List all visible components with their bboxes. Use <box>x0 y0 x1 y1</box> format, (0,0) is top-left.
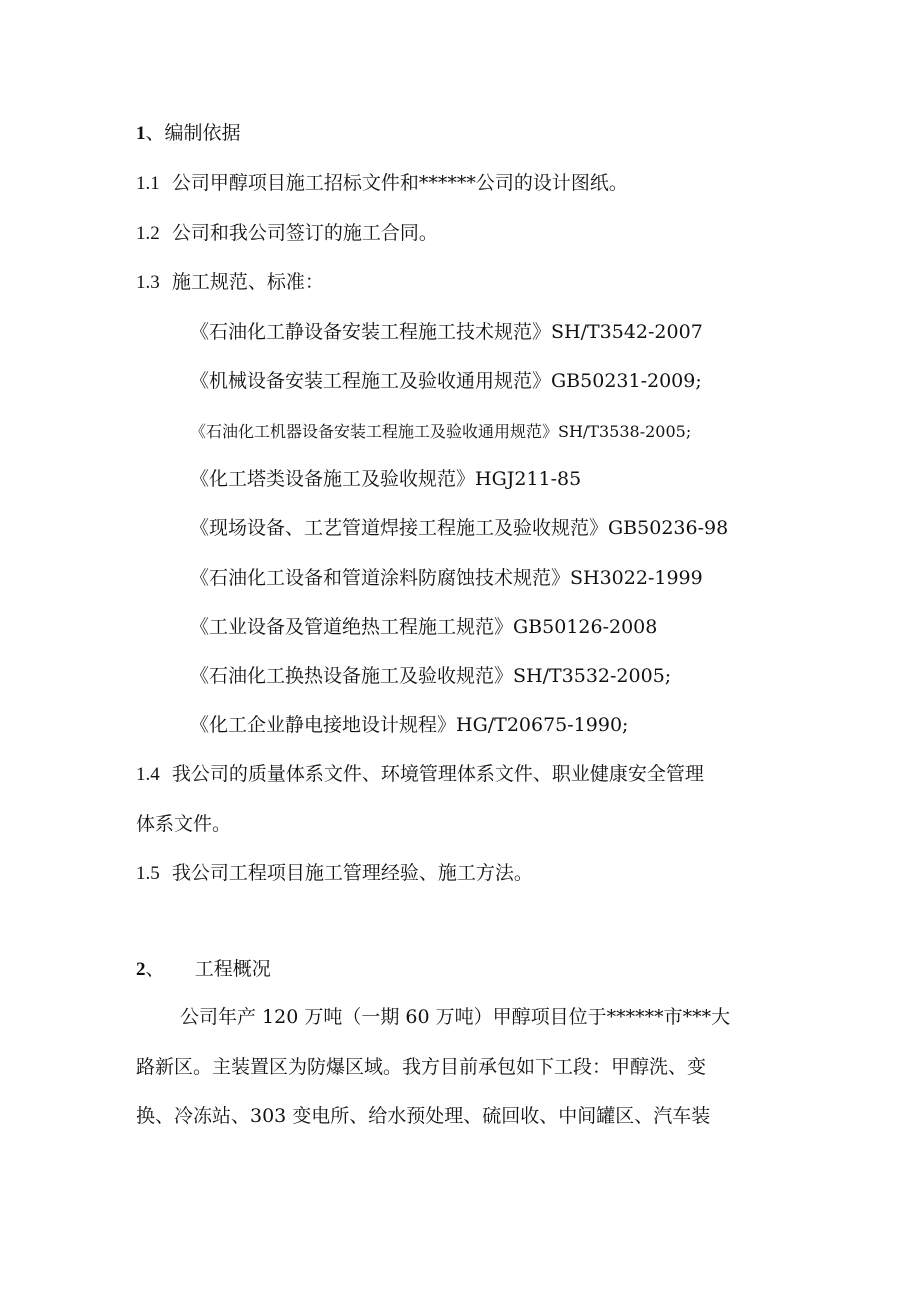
item-1-3-number: 1.3 <box>136 272 160 293</box>
item-1-5 <box>136 861 533 886</box>
standard-item: 《现场设备、工艺管道焊接工程施工及验收规范》GB50236-98 <box>190 517 729 539</box>
section-1-title: 、编制依据 <box>145 122 241 144</box>
standard-item: 《石油化工机器设备安装工程施工及验收通用规范》SH/T3538-2005; <box>190 422 692 441</box>
standard-item: 《工业设备及管道绝热工程施工规范》GB50126-2008 <box>190 616 658 638</box>
item-1-2-text: 公司和我公司签订的施工合同。 <box>171 222 438 244</box>
item-1-5-text: 我公司工程项目施工管理经验、施工方法。 <box>171 862 533 884</box>
section-2-number: 2 <box>136 959 146 980</box>
item-1-5-number: 1.5 <box>136 863 160 884</box>
standard-item: 《石油化工静设备安装工程施工技术规范》SH/T3542-2007 <box>190 321 703 343</box>
item-1-1-number: 1.1 <box>136 173 160 194</box>
paragraph-line: 换、冷冻站、303 变电所、给水预处理、硫回收、中间罐区、汽车装 <box>136 1105 711 1127</box>
paragraph-line: 公司年产 120 万吨（一期 60 万吨）甲醇项目位于******市***大 <box>180 1006 731 1028</box>
item-1-4-number: 1.4 <box>136 764 160 785</box>
item-1-1-text: 公司甲醇项目施工招标文件和******公司的设计图纸。 <box>171 172 628 194</box>
standard-item: 《化工塔类设备施工及验收规范》HGJ211-85 <box>190 468 582 490</box>
item-1-3-text: 施工规范、标准： <box>171 271 324 293</box>
section-1-number: 1 <box>136 123 146 144</box>
item-1-2-number: 1.2 <box>136 223 160 244</box>
item-1-4 <box>136 762 704 787</box>
item-1-4-text: 我公司的质量体系文件、环境管理体系文件、职业健康安全管理 <box>171 763 704 785</box>
item-1-2 <box>136 221 438 246</box>
standard-item: 《化工企业静电接地设计规程》HG/T20675-1990; <box>190 714 629 736</box>
section-1-heading <box>136 121 241 146</box>
item-1-1 <box>136 171 628 196</box>
standard-item: 《石油化工设备和管道涂料防腐蚀技术规范》SH3022-1999 <box>190 567 703 589</box>
standard-item: 《石油化工换热设备施工及验收规范》SH/T3532-2005; <box>190 665 672 687</box>
item-1-3 <box>136 270 324 295</box>
item-1-4-continuation: 体系文件。 <box>136 813 232 835</box>
paragraph-line: 路新区。主装置区为防爆区域。我方目前承包如下工段：甲醇洗、变 <box>136 1056 707 1078</box>
section-2-separator: 、 <box>145 958 165 980</box>
section-2-heading <box>136 957 271 982</box>
section-2-title: 工程概况 <box>194 958 271 980</box>
standard-item: 《机械设备安装工程施工及验收通用规范》GB50231-2009; <box>190 370 702 392</box>
